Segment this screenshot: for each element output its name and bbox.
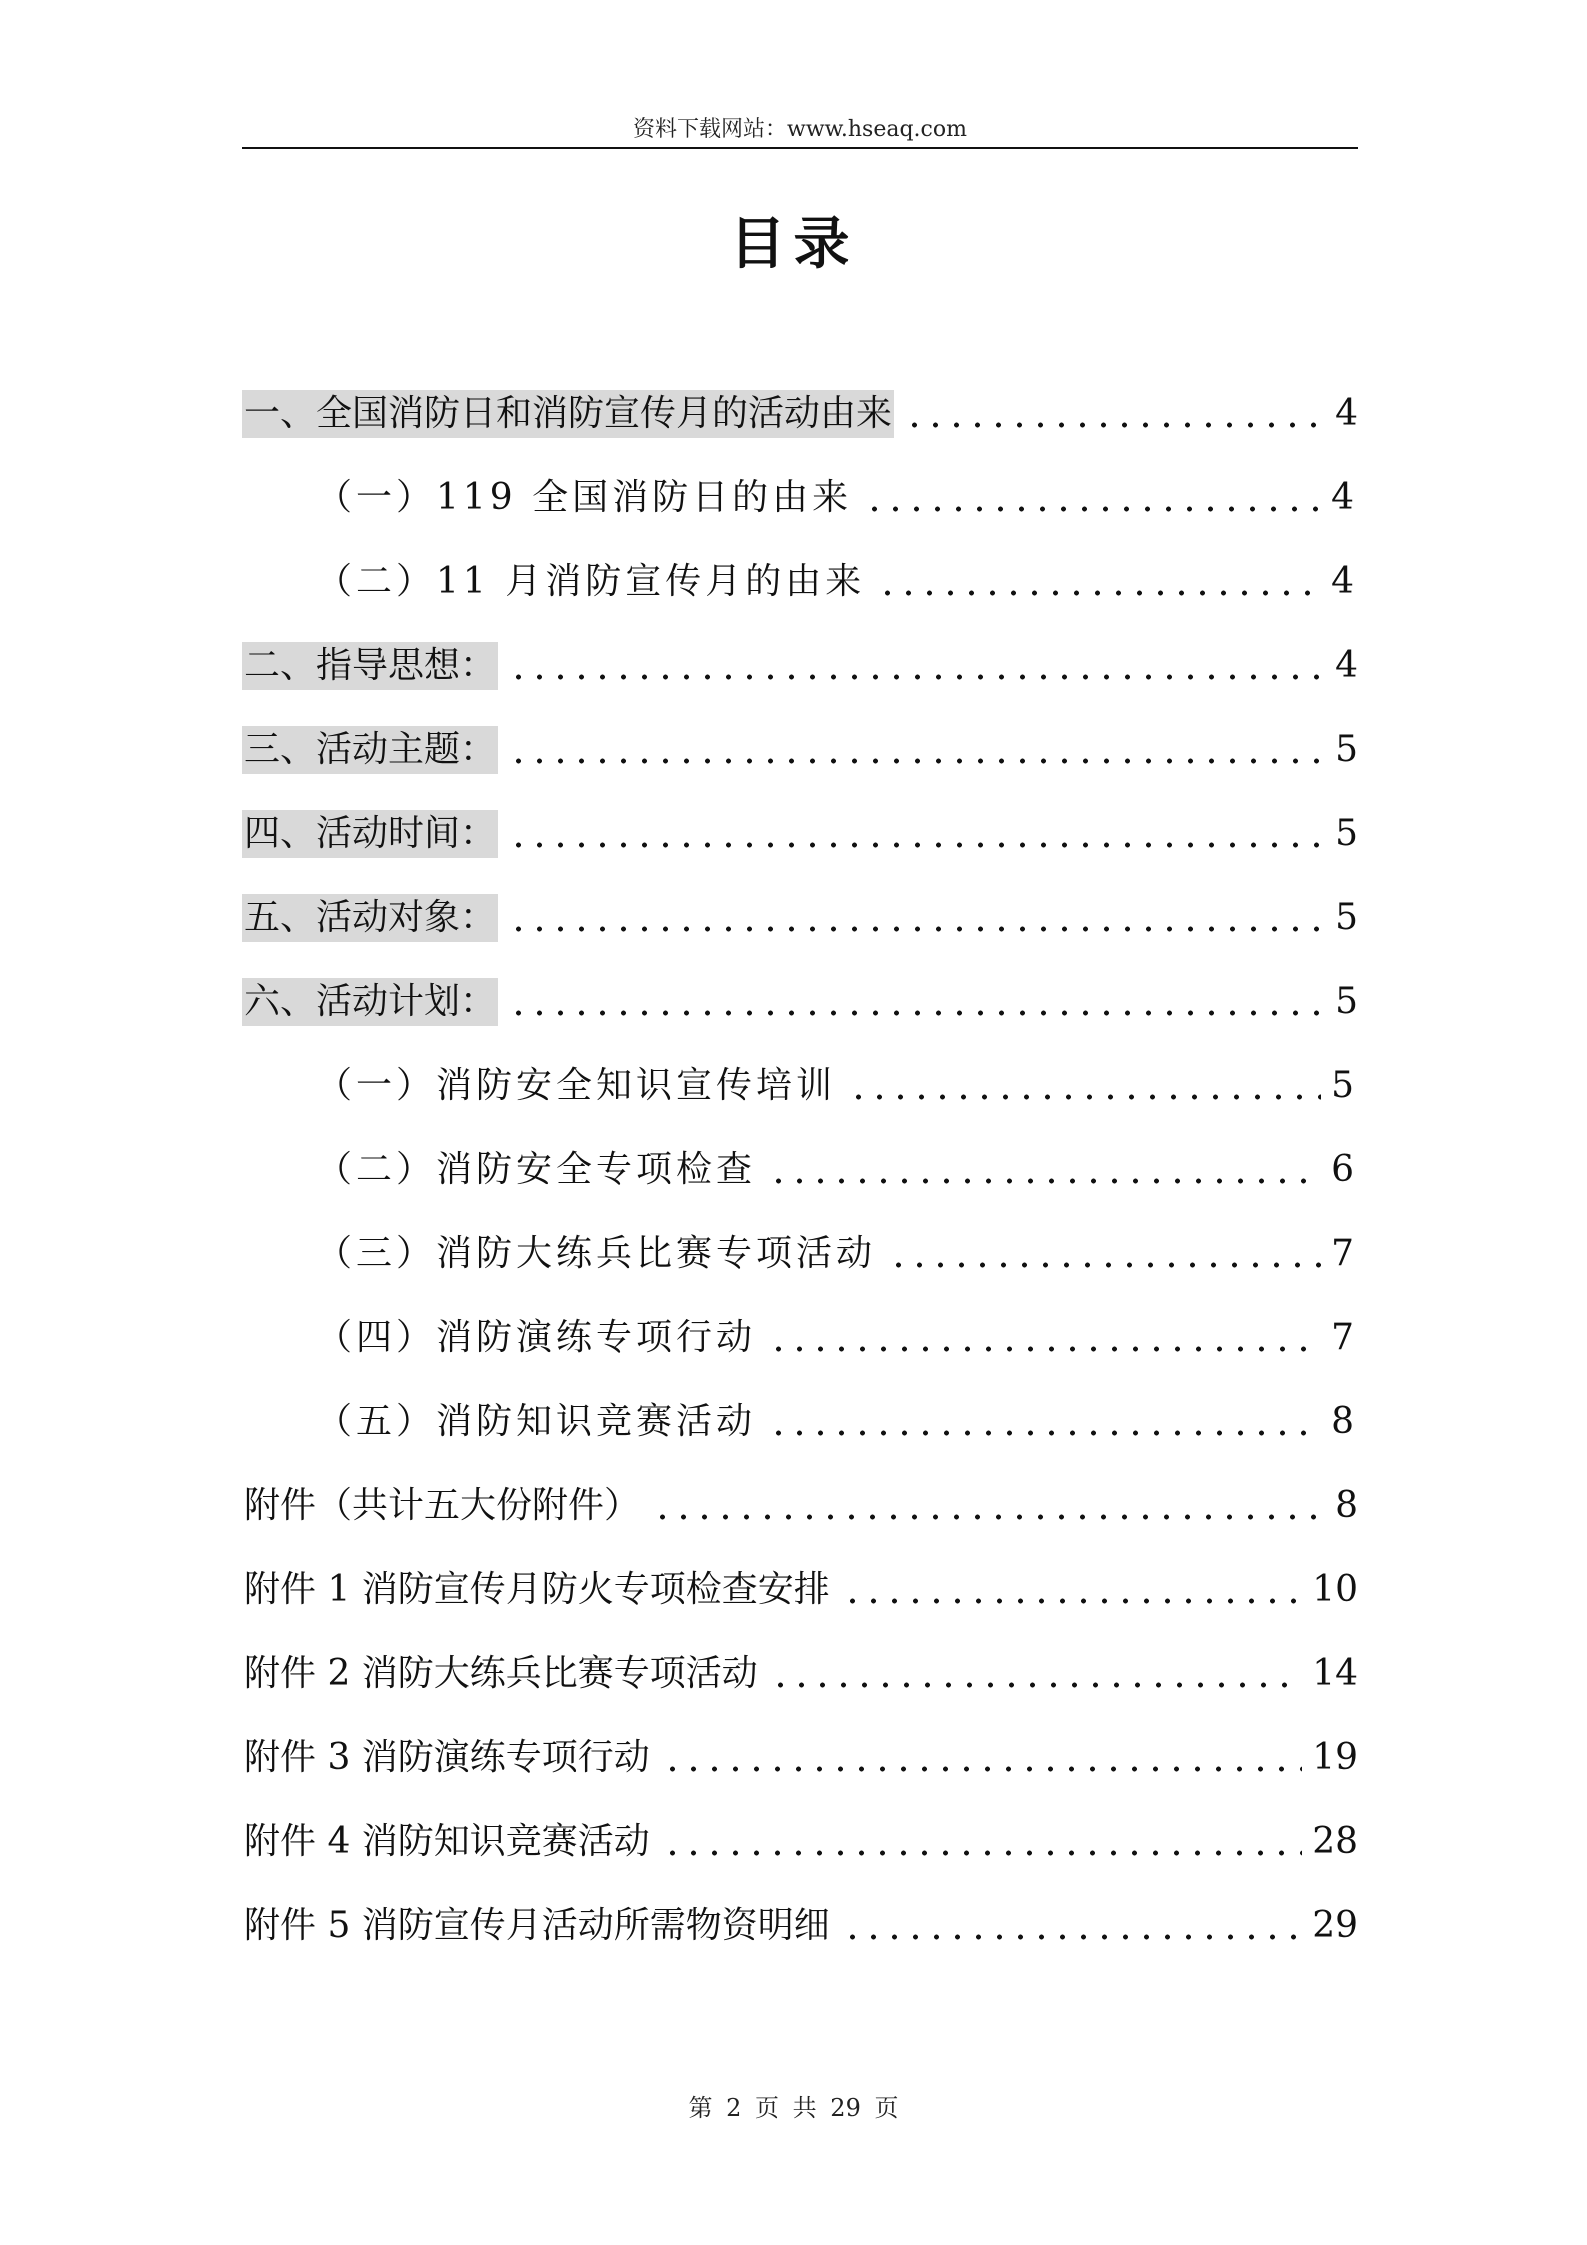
- toc-entry-title: 二、指导思想：: [242, 642, 498, 690]
- toc-entry[interactable]: [242, 1712, 1358, 1796]
- toc-entry-title: 六、活动计划：: [242, 978, 498, 1026]
- toc-entry[interactable]: [242, 788, 1358, 872]
- header-divider: [242, 147, 1358, 149]
- toc-entry[interactable]: [242, 1292, 1358, 1376]
- toc-dot-leader: [842, 1598, 1302, 1604]
- toc-entry[interactable]: [242, 872, 1358, 956]
- toc-dot-leader: [508, 674, 1325, 680]
- toc-dot-leader: [768, 1346, 1321, 1352]
- toc-entry-title: 附件 4 消防知识竞赛活动: [244, 1821, 650, 1862]
- toc-page-number: 19: [1312, 1737, 1358, 1778]
- toc-entry[interactable]: [242, 1124, 1358, 1208]
- toc-entry[interactable]: [242, 1376, 1358, 1460]
- toc-dot-leader: [508, 1010, 1325, 1016]
- toc-page-number: 4: [1335, 645, 1358, 686]
- toc-entry[interactable]: [242, 1880, 1358, 1964]
- toc-entry-title: 附件 1 消防宣传月防火专项检查安排: [244, 1569, 830, 1610]
- toc-entry[interactable]: [242, 1460, 1358, 1544]
- toc-dot-leader: [848, 1094, 1321, 1100]
- toc-page-number: 10: [1312, 1569, 1358, 1610]
- toc-dot-leader: [662, 1850, 1302, 1856]
- toc-entry-title: 五、活动对象：: [242, 894, 498, 942]
- toc-dot-leader: [842, 1934, 1302, 1940]
- toc-entry-title: 附件 5 消防宣传月活动所需物资明细: [244, 1905, 830, 1946]
- toc-dot-leader: [768, 1178, 1321, 1184]
- page-footer: 第 2 页 共 29 页: [688, 2094, 899, 2122]
- table-of-contents: [242, 368, 1358, 1964]
- toc-entry-title: （二）消防安全专项检查: [316, 1149, 757, 1190]
- toc-page-number: 4: [1335, 393, 1358, 434]
- toc-entry[interactable]: [242, 704, 1358, 788]
- toc-dot-leader: [770, 1682, 1302, 1688]
- toc-entry-title: 一、全国消防日和消防宣传月的活动由来: [242, 390, 894, 438]
- toc-entry[interactable]: [242, 1208, 1358, 1292]
- toc-dot-leader: [662, 1766, 1302, 1772]
- toc-entry[interactable]: [242, 536, 1358, 620]
- toc-entry[interactable]: [242, 452, 1358, 536]
- toc-dot-leader: [904, 422, 1325, 428]
- toc-entry[interactable]: [242, 368, 1358, 452]
- toc-dot-leader: [508, 758, 1325, 764]
- toc-entry-title: 附件 3 消防演练专项行动: [244, 1737, 650, 1778]
- toc-entry-title: （五）消防知识竞赛活动: [316, 1401, 757, 1442]
- toc-page-number: 5: [1335, 981, 1358, 1022]
- toc-page-number: 29: [1312, 1905, 1358, 1946]
- toc-dot-leader: [888, 1262, 1321, 1268]
- toc-entry-title: （一）消防安全知识宣传培训: [316, 1065, 837, 1106]
- toc-entry-title: 附件（共计五大份附件）: [244, 1485, 641, 1526]
- toc-entry[interactable]: [242, 1544, 1358, 1628]
- toc-entry[interactable]: [242, 1628, 1358, 1712]
- toc-entry[interactable]: [242, 1796, 1358, 1880]
- toc-page-number: 4: [1331, 561, 1358, 602]
- toc-dot-leader: [652, 1514, 1325, 1520]
- toc-page-number: 6: [1331, 1149, 1358, 1190]
- toc-entry-title: 四、活动时间：: [242, 810, 498, 858]
- page-header: 资料下载网站：www.hseaq.com: [633, 117, 967, 142]
- toc-entry-title: （四）消防演练专项行动: [316, 1317, 757, 1358]
- toc-page-number: 8: [1331, 1401, 1358, 1442]
- toc-dot-leader: [864, 506, 1321, 512]
- toc-entry[interactable]: [242, 1040, 1358, 1124]
- toc-page-number: 28: [1312, 1821, 1358, 1862]
- page-title: 目录: [729, 211, 858, 277]
- toc-page-number: 5: [1335, 813, 1358, 854]
- toc-entry-title: （二）11 月消防宣传月的由来: [316, 561, 866, 602]
- toc-page-number: 8: [1335, 1485, 1358, 1526]
- toc-page-number: 5: [1335, 897, 1358, 938]
- toc-page-number: 14: [1312, 1653, 1358, 1694]
- toc-entry-title: （三）消防大练兵比赛专项活动: [316, 1233, 877, 1274]
- toc-page-number: 4: [1331, 477, 1358, 518]
- toc-dot-leader: [877, 590, 1321, 596]
- toc-dot-leader: [768, 1430, 1321, 1436]
- toc-entry[interactable]: [242, 620, 1358, 704]
- toc-entry-title: 附件 2 消防大练兵比赛专项活动: [244, 1653, 758, 1694]
- toc-dot-leader: [508, 926, 1325, 932]
- toc-entry-title: 三、活动主题：: [242, 726, 498, 774]
- toc-page-number: 5: [1335, 729, 1358, 770]
- toc-page-number: 7: [1331, 1317, 1358, 1358]
- toc-entry[interactable]: [242, 956, 1358, 1040]
- toc-entry-title: （一）119 全国消防日的由来: [316, 477, 853, 518]
- toc-dot-leader: [508, 842, 1325, 848]
- toc-page-number: 5: [1331, 1065, 1358, 1106]
- toc-page-number: 7: [1331, 1233, 1358, 1274]
